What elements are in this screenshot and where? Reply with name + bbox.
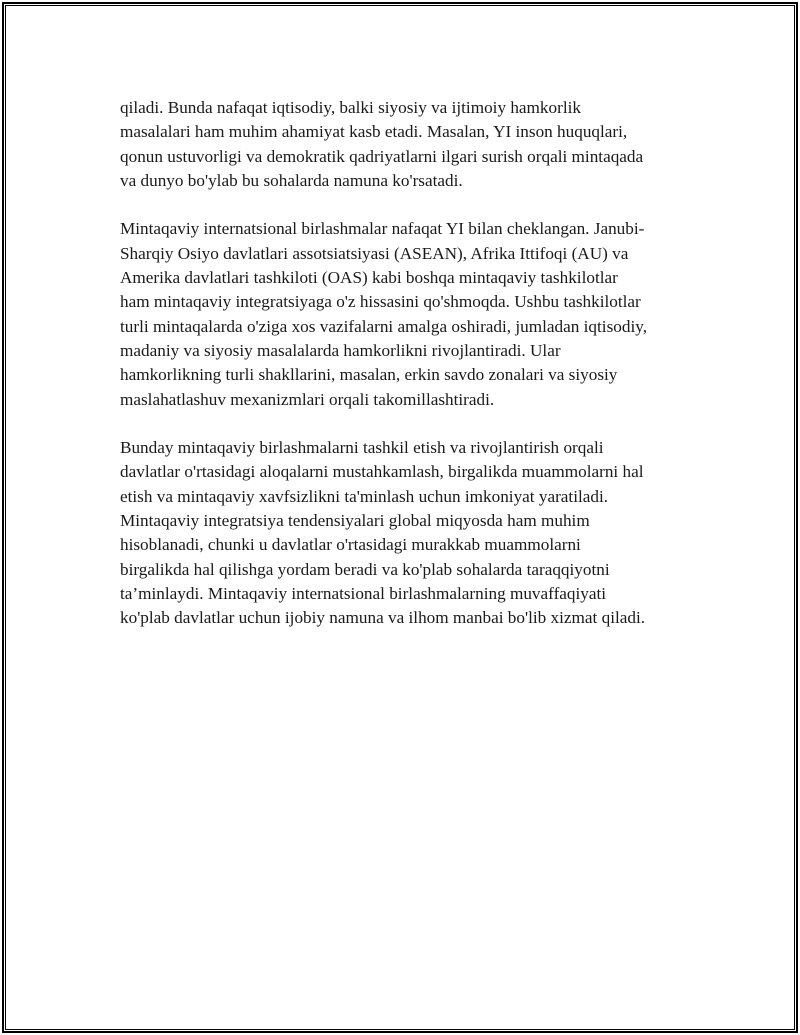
- text-line: ko'plab davlatlar uchun ijobiy namuna va ilhom manbai bo'lib xizmat qiladi.: [120, 608, 646, 628]
- text-line: ham mintaqaviy integratsiyaga o'z hissasini qo'shmoqda. Ushbu tashkilotlar: [120, 292, 641, 312]
- text-line: etish va mintaqaviy xavfsizlikni ta'minlash uchun imkoniyat yaratiladi.: [120, 486, 609, 506]
- text-line: hamkorlikning turli shakllarini, masalan, erkin savdo zonalari va siyosiy: [120, 365, 618, 385]
- text-line: masalalari ham muhim ahamiyat kasb etadi. Masalan, YI inson huquqlari,: [120, 122, 628, 142]
- text-line: hisoblanadi, chunki u davlatlar o'rtasidagi murakkab muammolarni: [120, 535, 581, 555]
- text-line: maslahatlashuv mexanizmlari orqali takomillashtiradi.: [120, 389, 495, 409]
- text-line: Mintaqaviy integratsiya tendensiyalari global miqyosda ham muhim: [120, 511, 590, 531]
- text-line: qiladi. Bunda nafaqat iqtisodiy, balki siyosiy va ijtimoiy hamkorlik: [120, 98, 581, 117]
- text-line: Sharqiy Osiyo davlatlari assotsiatsiyasi (ASEAN), Afrika Ittifoqi (AU) va: [120, 243, 629, 263]
- paragraph-2: [120, 217, 700, 411]
- text-line: va dunyo bo'ylab bu sohalarda namuna ko'rsatadi.: [120, 170, 463, 190]
- text-line: Mintaqaviy internatsional birlashmalar nafaqat YI bilan cheklangan. Janubi-: [120, 219, 645, 239]
- text-line: qonun ustuvorligi va demokratik qadriyatlarni ilgari surish orqali mintaqada: [120, 146, 644, 166]
- page-frame: [2, 2, 798, 1033]
- document-body: [120, 96, 700, 655]
- paragraph-3: [120, 436, 700, 630]
- text-line: Amerika davlatlari tashkiloti (OAS) kabi boshqa mintaqaviy tashkilotlar: [120, 268, 618, 288]
- text-line: madaniy va siyosiy masalalarda hamkorlikni rivojlantiradi. Ular: [120, 340, 561, 360]
- paragraph-1: [120, 96, 700, 193]
- text-line: ta’minlaydi. Mintaqaviy internatsional birlashmalarning muvaffaqiyati: [120, 583, 607, 603]
- text-line: birgalikda hal qilishga yordam beradi va ko'plab sohalarda taraqqiyotni: [120, 559, 610, 579]
- text-line: turli mintaqalarda o'ziga xos vazifalarni amalga oshiradi, jumladan iqtisodiy,: [120, 316, 647, 336]
- text-line: davlatlar o'rtasidagi aloqalarni mustahkamlash, birgalikda muammolarni hal: [120, 462, 644, 482]
- text-line: Bunday mintaqaviy birlashmalarni tashkil etish va rivojlantirish orqali: [120, 438, 604, 458]
